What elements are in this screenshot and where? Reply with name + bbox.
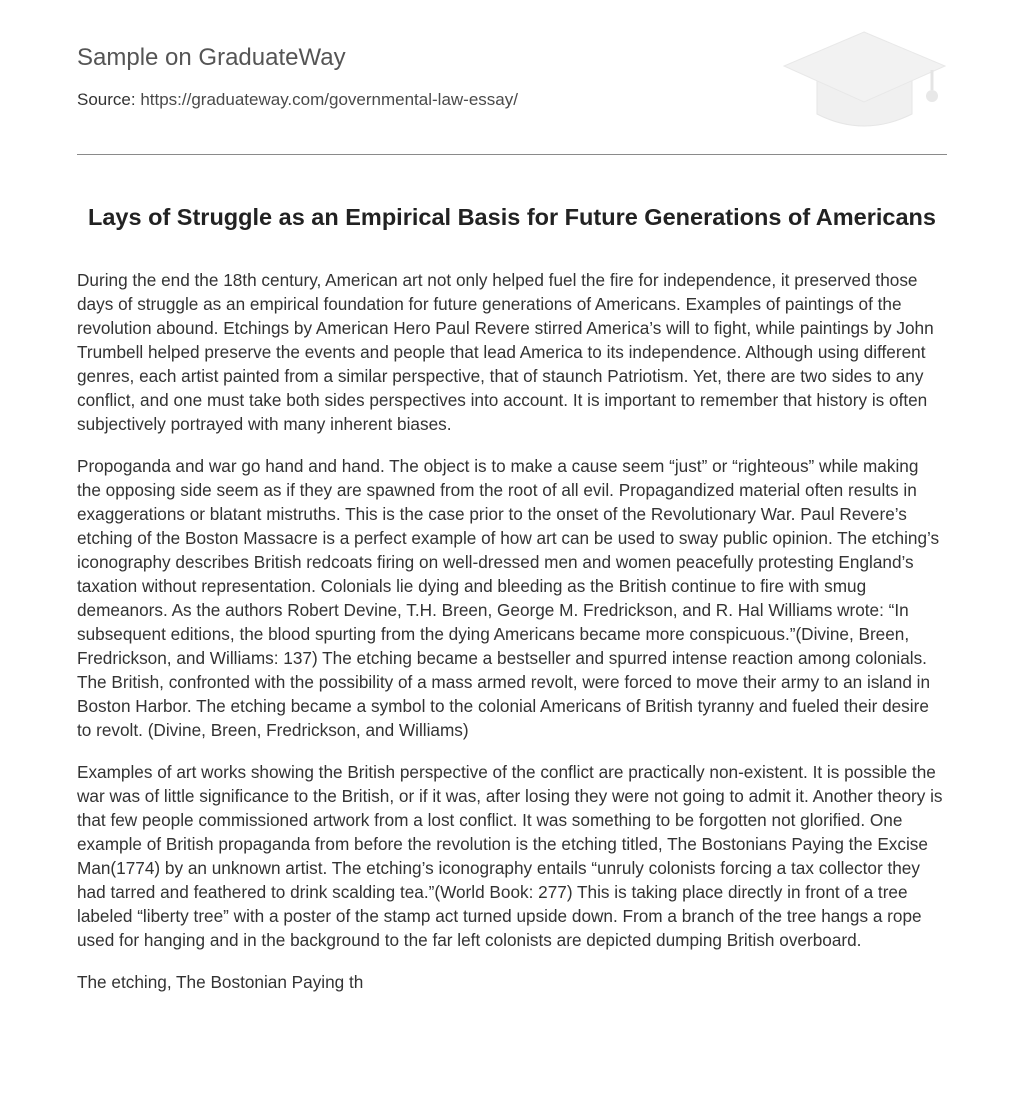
paragraph: During the end the 18th century, American art not only helped fuel the fire for independence, it preserved those days of struggle as an empirical foundation for future generations of Americans. Examples of paintings of the revolution abound. Etchings by American Hero Paul Revere stirred America’s will to fight, while paintings by John Trumbell helped preserve the events and people that lead America to its independence. Although using different genres, each artist painted from a similar perspective, that of staunch Patriotism. Yet, there are two sides to any conflict, and one must take both sides perspectives into account. It is important to remember that history is often subjectively portrayed with many inherent biases. bbox=[77, 270, 934, 434]
source-line bbox=[77, 90, 518, 110]
site-name: Sample on GraduateWay bbox=[77, 44, 346, 71]
source-link[interactable]: https://graduateway.com/governmental-law-essay/ bbox=[140, 90, 518, 109]
paragraph: Propoganda and war go hand and hand. The object is to make a cause seem “just” or “righteous” while making the opposing side seem as if they are spawned from the root of all evil. Propagandized material often results in exaggerations or blatant mistruths. This is the case prior to the onset of the Revolutionary War. Paul Revere’s etching of the Boston Massacre is a perfect example of how art can be used to sway public opinion. The etching’s iconography describes British redcoats firing on well-dressed men and women peacefully protesting England’s taxation without representation. Colonials lie dying and bleeding as the British continue to fire with smug demeanors. As the authors Robert Devine, T.H. Breen, George M. Fredrickson, and R. Hal Williams wrote: “In subsequent editions, the blood spurting from the dying Americans became more conspicuous.”(Divine, Breen, Fredrickson, and Williams: 137) The etching became a bestseller and spurred intense reaction among colonials. The British, confronted with the possibility of a mass armed revolt, were forced to move their army to an island in Boston Harbor. The etching became a symbol to the colonial Americans of British tyranny and fueled their desire to revolt. (Divine, Breen, Fredrickson, and Williams) bbox=[77, 456, 940, 740]
paragraph: The etching, The Bostonian Paying th bbox=[77, 972, 364, 992]
paragraph: Examples of art works showing the British perspective of the conflict are practically non-existent. It is possible the war was of little significance to the British, or if it was, after losing they were not going to admit it. Another theory is that few people commissioned artwork from a lost conflict. It was something to be forgotten not glorified. One example of British propaganda from before the revolution is the etching titled, The Bostonians Paying the Excise Man(1774) by an unknown artist. The etching’s iconography entails “unruly colonists forcing a tax collector they had tarred and feathered to drink scalding tea.”(World Book: 277) This is taking place directly in front of a tree labeled “liberty tree” with a poster of the stamp act turned upside down. From a branch of the tree hangs a rope used for hanging and in the background to the far left colonists are depicted dumping British overboard. bbox=[77, 762, 943, 950]
source-label: Source: bbox=[77, 90, 136, 109]
page bbox=[77, 0, 947, 992]
header bbox=[77, 0, 947, 155]
graduation-cap-icon bbox=[782, 30, 947, 134]
article-title: Lays of Struggle as an Empirical Basis for Future Generations of Americans bbox=[88, 204, 936, 230]
article-body bbox=[77, 268, 947, 1012]
